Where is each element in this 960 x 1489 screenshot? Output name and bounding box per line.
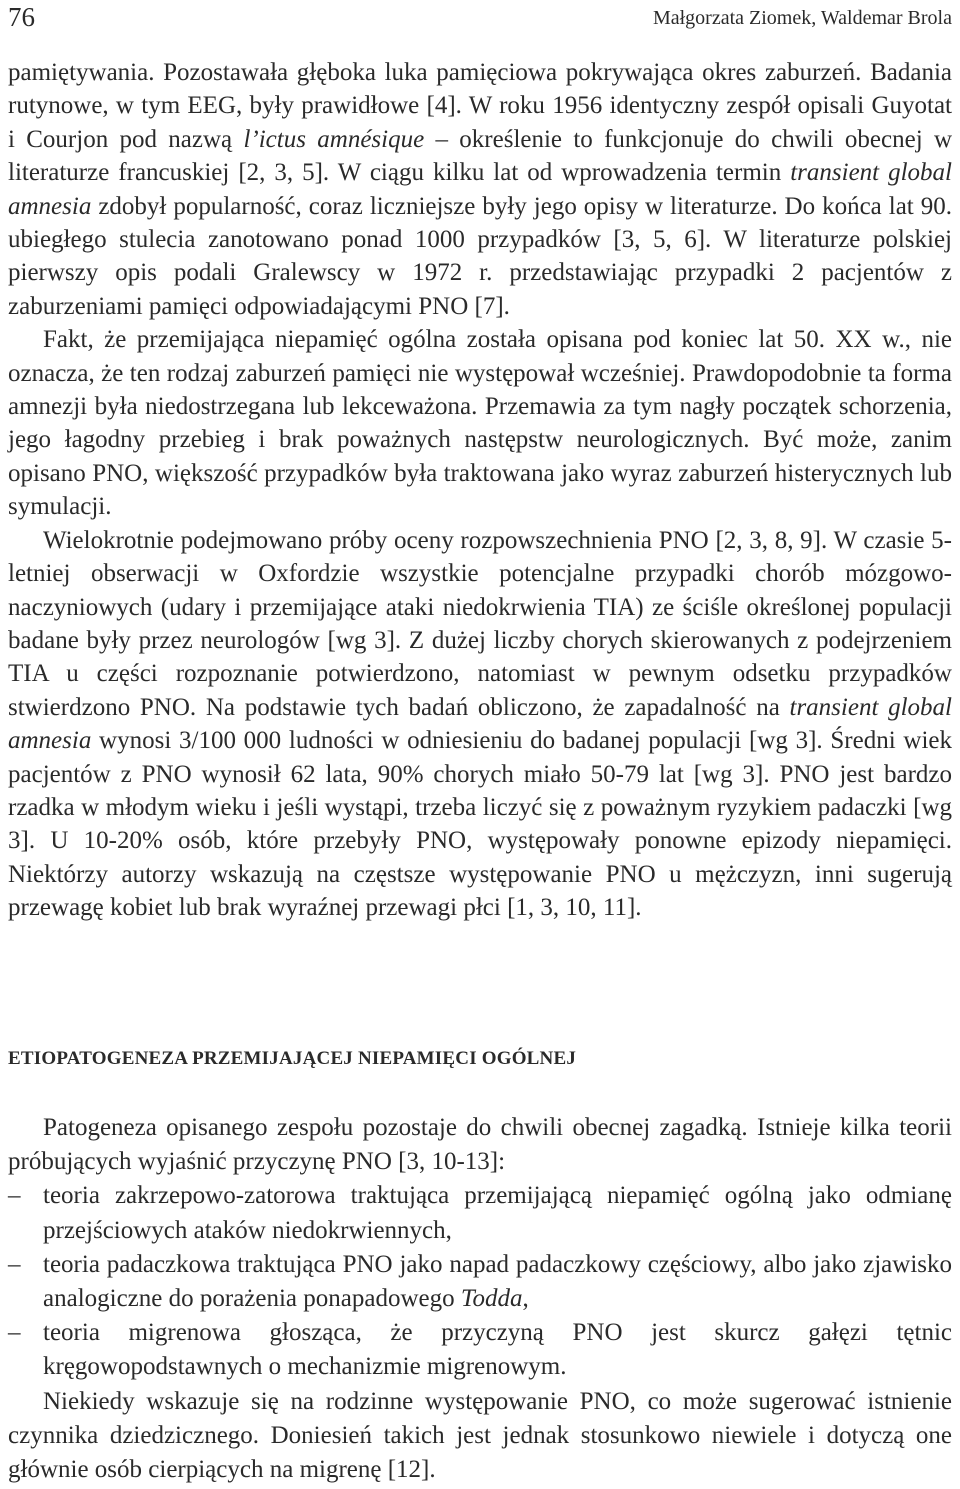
italic-term-transient-global-amnesia: transient global amnesia	[8, 159, 952, 220]
paragraph-pathogenesis-intro: Patogeneza opisanego zespołu pozostaje do chwili obecnej zagadką. Istnieje kilka teorii próbujących wyjaśnić przyczynę PNO [3, 10-13]:	[8, 1114, 952, 1176]
page-number: 76	[8, 2, 35, 32]
paragraph-history-continuation: pamiętywania. Pozostawała głęboka luka pamięciowa pokrywająca okres zaburzeń. Badania rutynowe, w tym EEG, były prawidłowe [4]. W roku 1956 identyczny zespół opisali Guyotat i Courjon pod nazwą l’ictus amnésique – określenie to funkcjonuje do chwili obecnej w literaturze francuskiej [2, 3, 5]. W ciągu kilku lat od wprowadzenia termin transient global amnesia zdobył popularność, coraz liczniejsze były jego opisy w literaturze. Do końca lat 90. ubiegłego stulecia zanotowano ponad 1000 przypadków [3, 5, 6]. W literaturze polskiej pierwszy opis podali Gralewscy w 1972 r. przedstawiając przypadki 2 pacjentów z zaburzeniami pamięci odpowiadającymi PNO [7].	[8, 59, 952, 320]
page-header	[8, 0, 952, 40]
list-dash: –	[8, 1182, 21, 1210]
list-item-thromboembolic-theory: – teoria zakrzepowo-zatorowa traktująca przemijającą niepamięć ogólną jako odmianę przejściowych ataków niedokrwiennych,	[8, 1179, 952, 1247]
section-etiopathogenesis-text	[8, 1111, 952, 1487]
italic-term-transient-global-amnesia-2: transient global amnesia	[8, 693, 952, 755]
list-item-epileptic-theory: – teoria padaczkowa traktująca PNO jako napad padaczkowy częściowy, albo jako zjawisko analogiczne do porażenia ponapadowego Todda,	[8, 1248, 952, 1316]
italic-name-todda: Todda	[460, 1285, 523, 1313]
paragraph-familial-occurrence: Niekiedy wskazuje się na rodzinne występowanie PNO, co może sugerować istnienie czynnika dziedzicznego. Doniesień takich jest jednak stosunkowo niewiele i dotyczą one głównie osób cierpiących na migrenę [12].	[8, 1387, 952, 1484]
section-history-text	[8, 56, 952, 925]
running-head-authors: Małgorzata Ziomek, Waldemar Brola	[652, 7, 952, 29]
list-item-migraine-theory: – teoria migrenowa głosząca, że przyczyną PNO jest skurcz gałęzi tętnic kręgowopodstawnych o mechanizmie migrenowym.	[8, 1316, 952, 1384]
list-dash: –	[8, 1250, 21, 1278]
list-dash: –	[8, 1319, 21, 1347]
theories-list	[8, 1179, 952, 1384]
paragraph-epidemiology: Wielokrotnie podejmowano próby oceny rozpowszechnienia PNO [2, 3, 8, 9]. W czasie 5-letniej obserwacji w Oxfordzie wszystkie potencjalne przypadki chorób mózgowo-naczyniowych (udary i przemijające ataki niedokrwienia TIA) ze ściśle określonej populacji badane były przez neurologów [wg 3]. Z dużej liczby chorych skierowanych z podejrzeniem TIA u części rozpoznanie potwierdzono, natomiast w pewnym odsetku przypadków stwierdzono PNO. Na podstawie tych badań obliczono, że zapadalność na transient global amnesia wynosi 3/100 000 ludności w odniesieniu do badanej populacji [wg 3]. Średni wiek pacjentów z PNO wynosił 62 lata, 90% chorych miało 50-79 lat [wg 3]. PNO jest bardzo rzadka w młodym wieku i jeśli wystąpi, trzeba liczyć się z poważnym ryzykiem padaczki [wg 3]. U 10-20% osób, które przebyły PNO, występowały ponowne epizody niepamięci. Niektórzy autorzy wskazują na częstsze występowanie PNO u mężczyzn, inni sugerują przewagę kobiet lub brak wyraźnej przewagi płci [1, 3, 10, 11].	[8, 526, 952, 922]
section-heading-etiopathogenesis: ETIOPATOGENEZA PRZEMIJAJĄCEJ NIEPAMIĘCI OGÓLNEJ	[8, 1048, 577, 1069]
paragraph-underrecognition: Fakt, że przemijająca niepamięć ogólna została opisana pod koniec lat 50. XX w., nie oznacza, że ten rodzaj zaburzeń pamięci nie występował wcześniej. Prawdopodobnie ta forma amnezji była niedostrzegana lub lekceważona. Przemawia za tym nagły początek schorzenia, jego łagodny przebieg i brak poważnych następstw neurologicznych. Być może, zanim opisano PNO, większość przypadków była traktowana jako wyraz zaburzeń histerycznych lub symulacji.	[8, 326, 952, 521]
italic-term-lictus-amnesique: l’ictus amnésique	[243, 125, 425, 153]
